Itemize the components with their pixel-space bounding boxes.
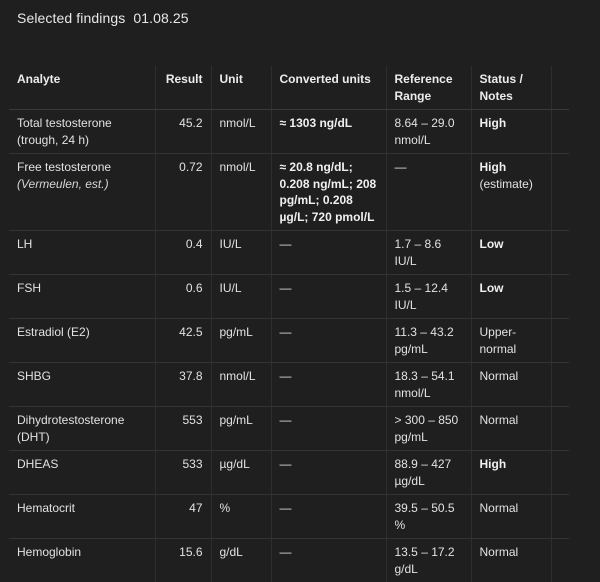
status-note: (estimate) [479, 176, 533, 191]
cell-analyte [9, 363, 155, 407]
table-row [9, 154, 569, 231]
cell-reference: 88.9 – 427 µg/dL [386, 451, 471, 495]
cell-result: 45.2 [155, 110, 211, 154]
page-title [17, 10, 189, 26]
table-row [9, 539, 569, 582]
cell-reference: 13.5 – 17.2 g/dL [386, 539, 471, 582]
cell-unit: g/dL [211, 539, 271, 582]
cell-spacer [551, 154, 569, 231]
header-converted: Converted units [271, 66, 386, 110]
cell-status [471, 110, 551, 154]
analyte-name: Total testosterone (trough, 24 h) [17, 116, 112, 147]
cell-analyte [9, 110, 155, 154]
cell-reference: 8.64 – 29.0 nmol/L [386, 110, 471, 154]
analyte-name: DHEAS [17, 457, 59, 471]
cell-result: 37.8 [155, 363, 211, 407]
cell-status [471, 495, 551, 539]
cell-spacer [551, 231, 569, 275]
header-row [9, 66, 569, 110]
analyte-name: Estradiol (E2) [17, 325, 90, 339]
table-row [9, 231, 569, 275]
status-note: Upper-normal [479, 325, 517, 356]
analyte-name: SHBG [17, 369, 52, 383]
cell-reference: > 300 – 850 pg/mL [386, 407, 471, 451]
analyte-name: LH [17, 237, 33, 251]
cell-unit: pg/mL [211, 319, 271, 363]
status-note: Normal [479, 369, 519, 383]
title-date: 01.08.25 [133, 10, 189, 26]
cell-status [471, 231, 551, 275]
cell-analyte [9, 451, 155, 495]
cell-converted: — [271, 319, 386, 363]
cell-reference: 1.5 – 12.4 IU/L [386, 275, 471, 319]
analyte-method: (Vermeulen, est.) [17, 176, 109, 191]
table-row [9, 495, 569, 539]
cell-reference: 11.3 – 43.2 pg/mL [386, 319, 471, 363]
cell-converted: — [271, 451, 386, 495]
status-note: Normal [479, 501, 519, 515]
cell-spacer [551, 275, 569, 319]
title-text: Selected findings [17, 10, 126, 26]
cell-unit: nmol/L [211, 363, 271, 407]
analyte-name: Dihydrotestosterone (DHT) [17, 413, 125, 444]
header-unit: Unit [211, 66, 271, 110]
cell-status [471, 539, 551, 582]
table-row [9, 451, 569, 495]
cell-status [471, 407, 551, 451]
cell-result: 0.72 [155, 154, 211, 231]
cell-unit: µg/dL [211, 451, 271, 495]
cell-analyte [9, 539, 155, 582]
cell-converted: — [271, 275, 386, 319]
cell-spacer [551, 495, 569, 539]
cell-spacer [551, 407, 569, 451]
table-row [9, 407, 569, 451]
cell-spacer [551, 451, 569, 495]
cell-analyte [9, 275, 155, 319]
cell-result: 0.6 [155, 275, 211, 319]
table-row [9, 363, 569, 407]
header-reference: Reference Range [386, 66, 471, 110]
cell-analyte [9, 319, 155, 363]
header-result: Result [155, 66, 211, 110]
cell-status [471, 319, 551, 363]
header-spacer [551, 66, 569, 110]
table-row [9, 275, 569, 319]
cell-converted: — [271, 407, 386, 451]
table-body [9, 110, 569, 582]
findings-table-wrapper [9, 66, 593, 582]
cell-reference: — [386, 154, 471, 231]
analyte-name: Hemoglobin [17, 545, 82, 559]
analyte-name: FSH [17, 281, 41, 295]
cell-converted: — [271, 363, 386, 407]
analyte-name: Free testosterone [17, 160, 112, 174]
cell-analyte [9, 154, 155, 231]
cell-status [471, 154, 551, 231]
cell-unit: IU/L [211, 231, 271, 275]
cell-status [471, 451, 551, 495]
status-flag: High [479, 116, 507, 130]
cell-converted: — [271, 231, 386, 275]
cell-unit: % [211, 495, 271, 539]
cell-result: 42.5 [155, 319, 211, 363]
status-flag: High [479, 160, 507, 174]
status-flag: Low [479, 281, 504, 295]
status-note: Normal [479, 545, 519, 559]
cell-spacer [551, 319, 569, 363]
cell-result: 0.4 [155, 231, 211, 275]
cell-converted: — [271, 539, 386, 582]
cell-analyte [9, 407, 155, 451]
cell-result: 533 [155, 451, 211, 495]
status-flag: High [479, 457, 507, 471]
cell-spacer [551, 539, 569, 582]
cell-unit: nmol/L [211, 110, 271, 154]
cell-unit: IU/L [211, 275, 271, 319]
cell-converted: — [271, 495, 386, 539]
cell-reference: 18.3 – 54.1 nmol/L [386, 363, 471, 407]
header-analyte: Analyte [9, 66, 155, 110]
cell-status [471, 363, 551, 407]
cell-unit: pg/mL [211, 407, 271, 451]
status-flag: Low [479, 237, 504, 251]
table-header [9, 66, 569, 110]
findings-table [9, 66, 569, 582]
cell-analyte [9, 231, 155, 275]
cell-converted: ≈ 1303 ng/dL [271, 110, 386, 154]
cell-status [471, 275, 551, 319]
cell-result: 15.6 [155, 539, 211, 582]
header-status: Status / Notes [471, 66, 551, 110]
cell-unit: nmol/L [211, 154, 271, 231]
cell-reference: 1.7 – 8.6 IU/L [386, 231, 471, 275]
cell-converted: ≈ 20.8 ng/dL; 0.208 ng/mL; 208 pg/mL; 0.208 µg/L; 720 pmol/L [271, 154, 386, 231]
cell-result: 47 [155, 495, 211, 539]
cell-spacer [551, 110, 569, 154]
cell-analyte [9, 495, 155, 539]
table-row [9, 319, 569, 363]
table-row [9, 110, 569, 154]
status-note: Normal [479, 413, 519, 427]
cell-reference: 39.5 – 50.5 % [386, 495, 471, 539]
analyte-name: Hematocrit [17, 501, 76, 515]
cell-result: 553 [155, 407, 211, 451]
cell-spacer [551, 363, 569, 407]
